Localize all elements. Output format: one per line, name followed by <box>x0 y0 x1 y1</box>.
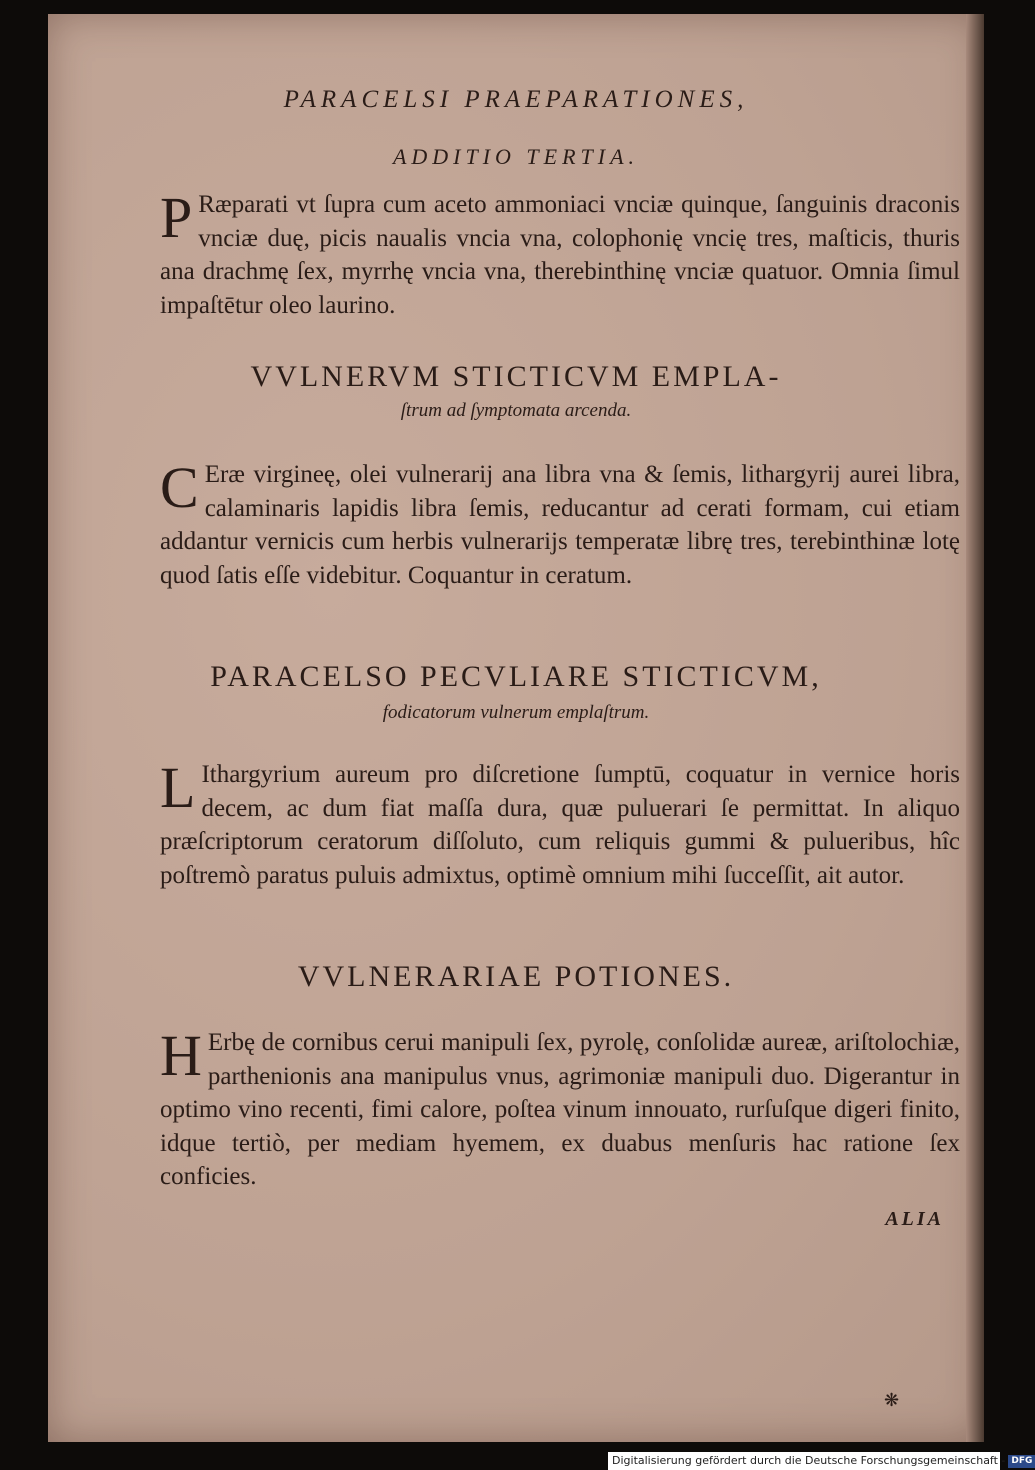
page-spine-shadow <box>966 14 984 1442</box>
paragraph-2-text: Eræ virgineę, olei vulnerarij ana libra vna & ſemis, lithargyrij aurei libra, calaminaris lapidis libra ſemis, reducantur ad cerati formam, cui etiam addantur vernicis cum herbis vulnerarijs temperatæ librę tres, terebinthinæ lotę quod ſatis eſſe videbitur. Coquantur in ceratum. <box>160 461 960 589</box>
ornament-mark-icon: ❋ <box>884 1390 900 1410</box>
subtitle-2: ſtrum ad ſymptomata arcenda. <box>400 400 632 421</box>
paragraph-4 <box>160 1023 960 1194</box>
running-head: PARACELSI PRAEPARATIONES, <box>283 86 749 113</box>
paragraph-1 <box>160 185 960 322</box>
footer-text: Digitalisierung gefördert durch die Deutsche Forschungsgemeinschaft - <box>612 1454 1006 1467</box>
book-page <box>48 14 984 1442</box>
paragraph-3 <box>160 755 960 892</box>
section-sub-head: ADDITIO TERTIA. <box>392 144 640 169</box>
subtitle-3: fodicatorum vulnerum emplaſtrum. <box>382 702 650 723</box>
paragraph-3-text: Ithargyrium aureum pro diſcretione ſumptū, coquatur in vernice horis decem, ac dum fiat maſſa dura, quæ puluerari ſe permittat. In aliquo præſcriptorum ceratorum diſſoluto, cum reliquis gummi & pulueribus, hîc poſtremò paratus puluis admixtus, optimè omnium mihi ſucceſſit, ait autor. <box>160 761 960 889</box>
dropcap-1: P <box>160 185 193 250</box>
dfg-logo-icon: DFG <box>1008 1455 1035 1468</box>
catchword: ALIA <box>885 1208 944 1230</box>
heading-4: VVLNERARIAE POTIONES. <box>297 960 735 993</box>
dropcap-3: L <box>160 755 196 820</box>
dropcap-4: H <box>160 1023 202 1088</box>
paragraph-4-text: Erbę de cornibus cerui manipuli ſex, pyrolę, conſolidæ aureæ, ariſtolochiæ, parthenionis ana manipulus vnus, agrimoniæ manipuli duo. Digerantur in optimo vino recenti, fimi calore, poſtea vinum innouato, rurſuſque digeri finito, idque tertiò, per mediam hyemem, ex duabus menſuris hac ratione ſex conficies. <box>160 1029 960 1190</box>
heading-3: PARACELSO PECVLIARE STICTICVM, <box>210 660 822 693</box>
paragraph-1-text: Ræparati vt ſupra cum aceto ammoniaci vnciæ quinque, ſanguinis draconis vnciæ duę, picis naualis vncia vna, colophonię vncię tres, maſticis, thuris ana drachmę ſex, myrrhę vncia vna, therebinthinę vnciæ quatuor. Omnia ſimul impaſtētur oleo laurino. <box>160 191 960 319</box>
heading-2: VVLNERVM STICTICVM EMPLA- <box>250 360 782 393</box>
digitization-footer <box>608 1452 1033 1470</box>
paragraph-2 <box>160 455 960 592</box>
dropcap-2: C <box>160 455 199 520</box>
